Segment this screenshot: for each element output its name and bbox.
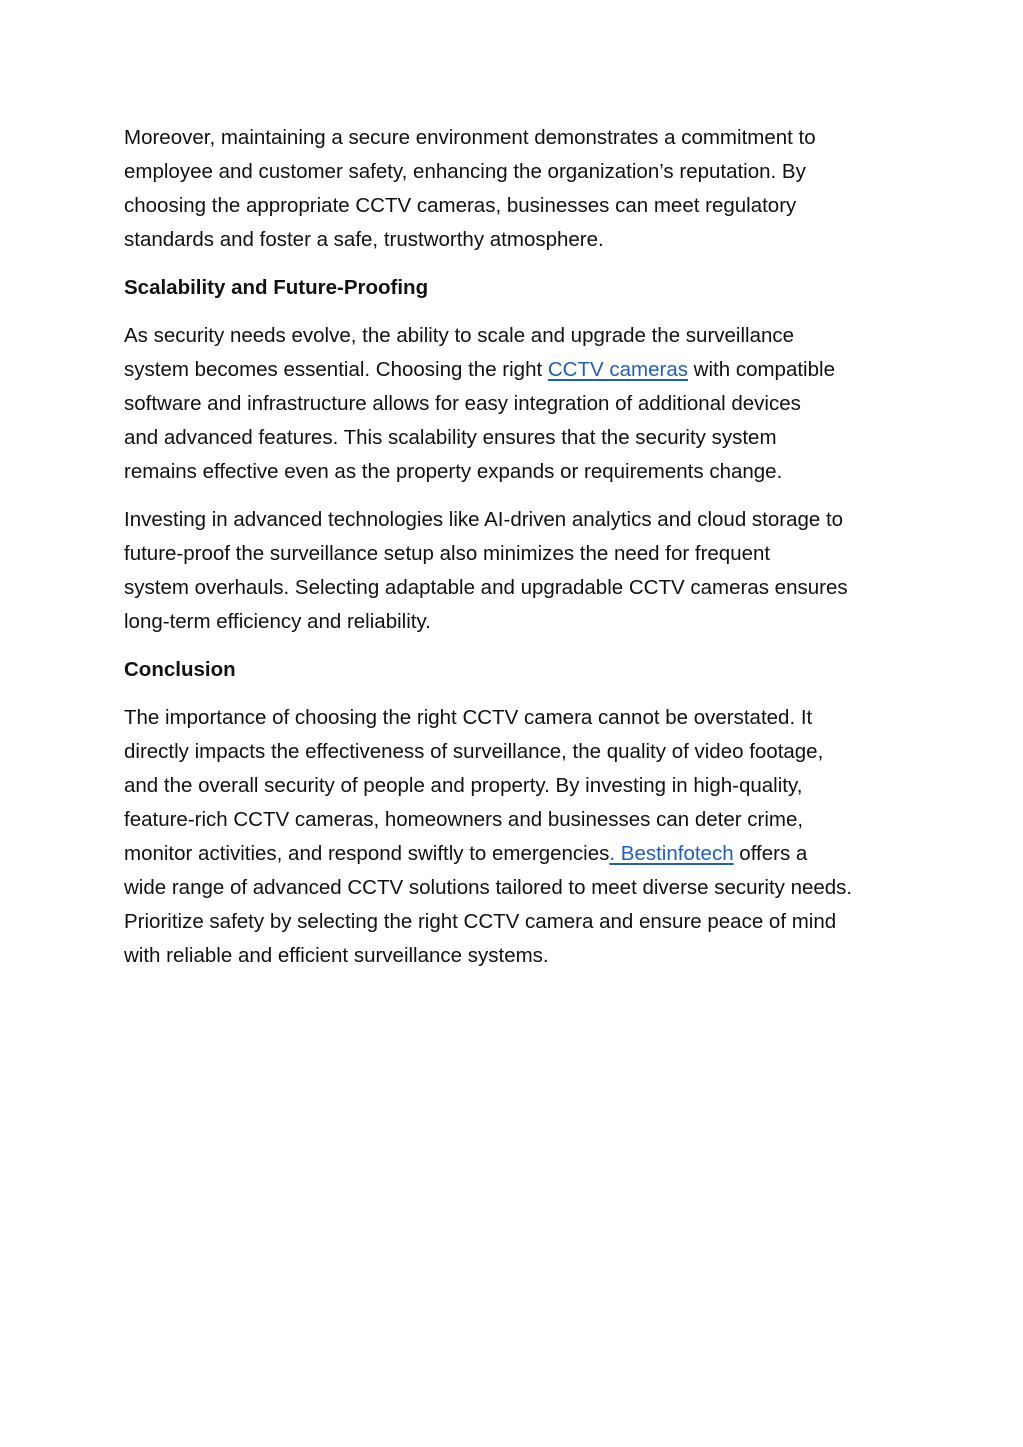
text-line: system overhauls. Selecting adaptable and upgradable CCTV cameras ensures (124, 576, 848, 599)
text-line: As security needs evolve, the ability to scale and upgrade the surveillance (124, 324, 795, 347)
text-line: wide range of advanced CCTV solutions tailored to meet diverse security needs. (124, 876, 853, 899)
bestinfotech-link[interactable]: . Bestinfotech (609, 842, 734, 865)
text-line: directly impacts the effectiveness of surveillance, the quality of video footage, (124, 740, 824, 763)
text-segment: with compatible (687, 358, 835, 381)
paragraph-future-proofing (124, 503, 924, 639)
text-segment: offers a (733, 842, 808, 865)
section-heading-scalability: Scalability and Future-Proofing (124, 276, 429, 299)
text-line: software and infrastructure allows for easy integration of additional devices (124, 392, 801, 415)
text-line-with-link (124, 353, 924, 387)
document-body (124, 121, 924, 987)
text-line: Moreover, maintaining a secure environment demonstrates a commitment to (124, 126, 816, 149)
text-line: remains effective even as the property expands or requirements change. (124, 460, 783, 483)
text-line: Investing in advanced technologies like AI-driven analytics and cloud storage to (124, 508, 844, 531)
section-heading-conclusion: Conclusion (124, 658, 236, 681)
text-line: and advanced features. This scalability ensures that the security system (124, 426, 777, 449)
paragraph-conclusion (124, 701, 924, 973)
text-segment: system becomes essential. Choosing the right (124, 358, 548, 381)
paragraph-scalability (124, 319, 924, 489)
text-line: employee and customer safety, enhancing the organization’s reputation. By (124, 160, 806, 183)
text-line: standards and foster a safe, trustworthy atmosphere. (124, 228, 604, 251)
text-line: choosing the appropriate CCTV cameras, businesses can meet regulatory (124, 194, 797, 217)
text-line-with-link (124, 837, 924, 871)
cctv-cameras-link[interactable]: CCTV cameras (547, 358, 688, 381)
paragraph-security-reputation (124, 121, 924, 257)
text-segment: monitor activities, and respond swiftly to emergencies (124, 842, 610, 865)
text-line: and the overall security of people and property. By investing in high-quality, (124, 774, 803, 797)
text-line: The importance of choosing the right CCTV camera cannot be overstated. It (124, 706, 813, 729)
text-line: with reliable and efficient surveillance systems. (124, 944, 549, 967)
text-line: feature-rich CCTV cameras, homeowners and businesses can deter crime, (124, 808, 804, 831)
text-line: Prioritize safety by selecting the right CCTV camera and ensure peace of mind (124, 910, 837, 933)
text-line: future-proof the surveillance setup also minimizes the need for frequent (124, 542, 771, 565)
text-line: long-term efficiency and reliability. (124, 610, 431, 633)
